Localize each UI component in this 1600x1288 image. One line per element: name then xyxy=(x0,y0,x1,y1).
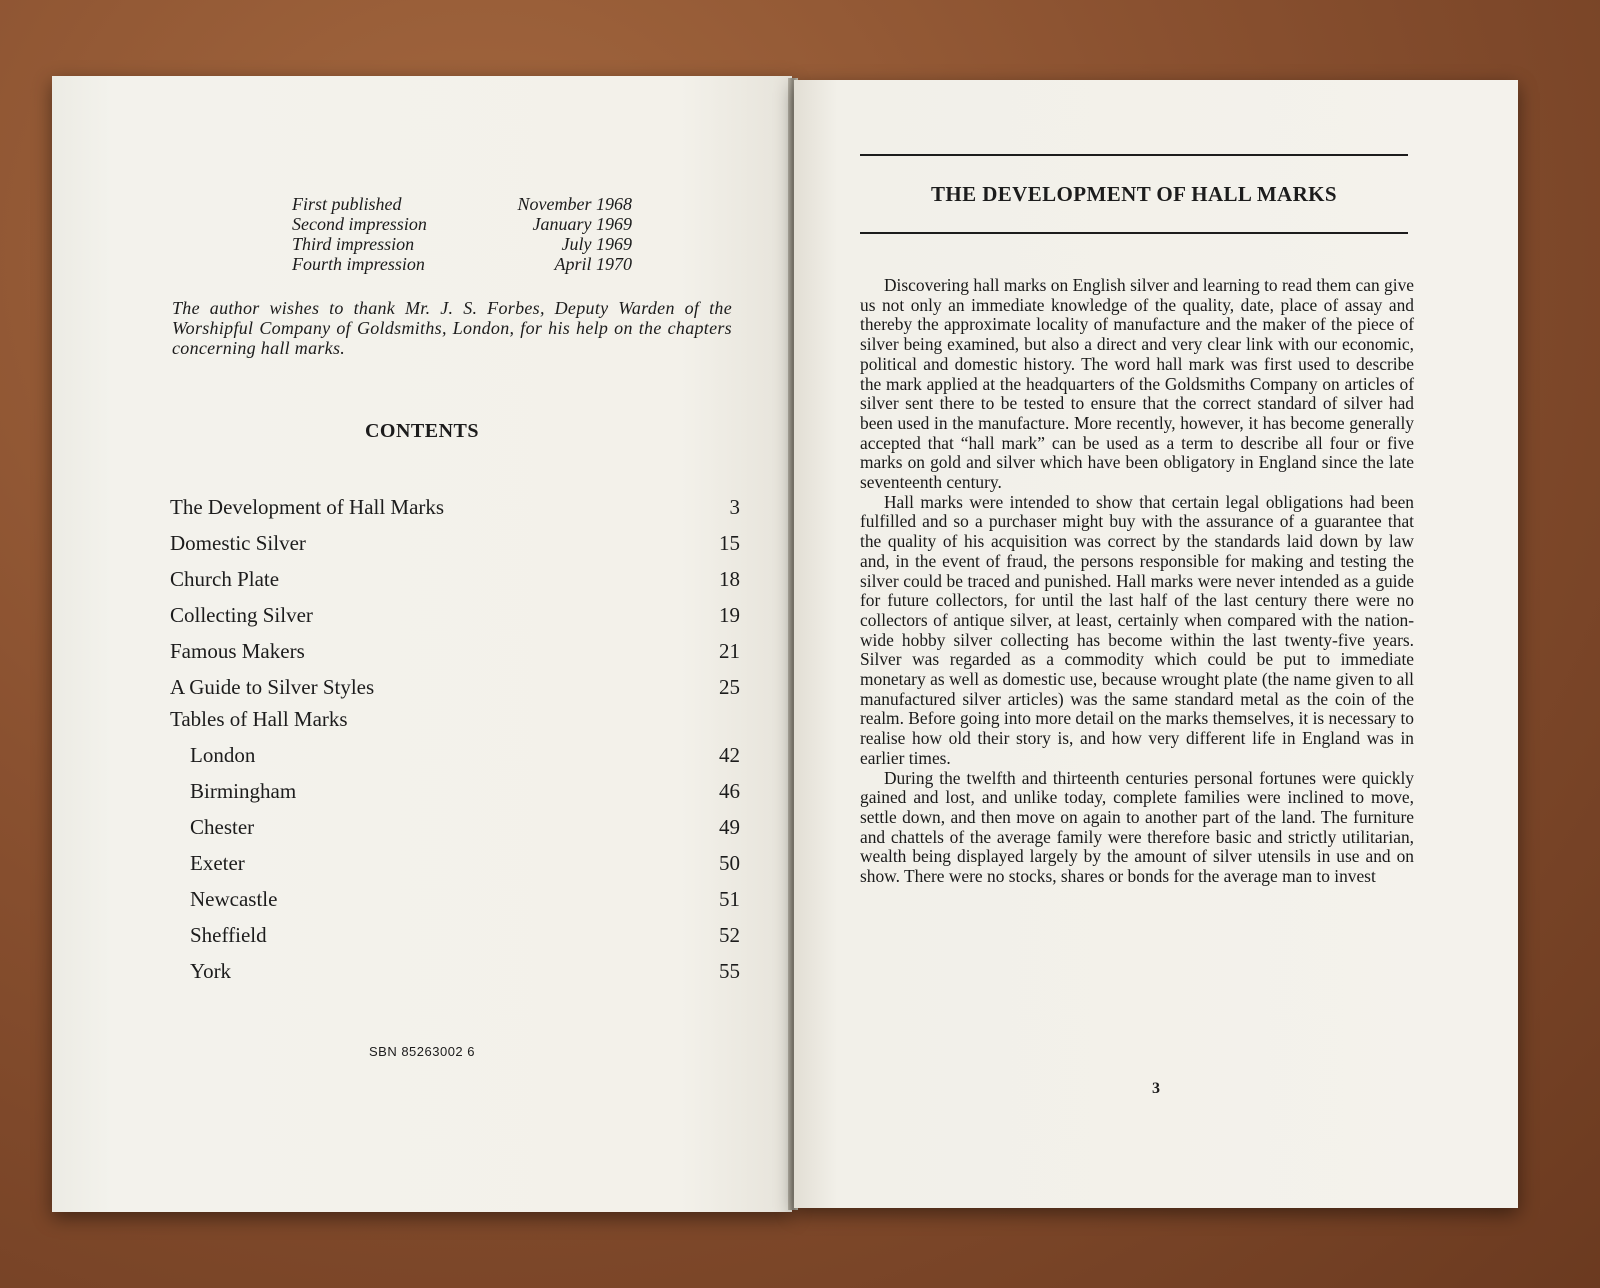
page-number: 3 xyxy=(1152,1080,1160,1097)
toc-title: York xyxy=(190,959,232,983)
toc-title: Chester xyxy=(190,815,255,839)
toc-title: Birmingham xyxy=(190,779,297,803)
toc-page-number: 50 xyxy=(719,851,740,875)
toc-page-number: 15 xyxy=(719,531,740,555)
toc-subentry xyxy=(170,840,740,876)
chapter-title: THE DEVELOPMENT OF HALL MARKS xyxy=(931,182,1337,206)
imprint-row xyxy=(292,194,632,214)
contents-heading: CONTENTS xyxy=(364,420,480,442)
toc-page-number: 3 xyxy=(729,495,740,519)
toc-entry xyxy=(170,520,740,556)
toc-title: The Development of Hall Marks xyxy=(170,495,445,519)
toc-page-number: 19 xyxy=(719,603,740,627)
toc-page-number: 25 xyxy=(719,675,740,699)
imprint-label: Third impression xyxy=(292,234,415,254)
toc-subentry xyxy=(170,768,740,804)
toc-subentry xyxy=(170,912,740,948)
sbn-number: SBN 85263002 6 xyxy=(368,1044,476,1059)
imprint-row xyxy=(292,214,632,234)
toc-title: London xyxy=(190,743,256,767)
toc-subentry xyxy=(170,876,740,912)
toc-entry xyxy=(170,628,740,664)
table-of-contents xyxy=(170,484,740,984)
toc-section-heading xyxy=(170,700,740,732)
toc-title: Sheffield xyxy=(190,923,267,947)
left-page xyxy=(52,76,792,1212)
toc-entry xyxy=(170,592,740,628)
toc-page-number: 42 xyxy=(719,743,740,767)
paragraph: Hall marks were intended to show that certain legal obligations had been fulfilled and so a purchaser might buy with the assurance of a guarantee that the quality of his acquisition was correct by the standards laid down by law and, in the event of fraud, the persons responsible for making and testing the silver could be traced and punished. Hall marks were never intended as a guide for future collectors, for until the last half of the last century there were no collectors of antique silver, at least, certainly when compared with the nation-wide hobby silver collecting has become within the last twenty-five years. Silver was regarded as a commodity which could be put to immediate monetary as well as domestic use, because wrought plate (the name given to all manufactured silver articles) was the same standard metal as the coin of the realm. Before going into more detail on the marks themselves, it is necessary to realise how old their story is, and how very different life in England was in earlier times. xyxy=(860,491,1414,768)
toc-subentry xyxy=(170,804,740,840)
toc-page-number: 52 xyxy=(719,923,740,947)
toc-title: Exeter xyxy=(190,851,245,875)
toc-page-number: 21 xyxy=(719,639,740,663)
imprint-history xyxy=(292,194,632,274)
toc-title: Famous Makers xyxy=(170,639,305,663)
toc-entry xyxy=(170,484,740,520)
toc-title: Collecting Silver xyxy=(170,603,313,627)
chapter-body xyxy=(860,276,1414,887)
imprint-label: First published xyxy=(292,194,402,214)
toc-page-number: 18 xyxy=(719,567,740,591)
paragraph: During the twelfth and thirteenth centuries personal fortunes were quickly gained and lost, and unlike today, complete families were inclined to move, settle down, and then move on again to another part of the land. The furniture and chattels of the average family were therefore basic and strictly utilitarian, wealth being displayed largely by the amount of silver utensils in use and on show. There were no stocks, shares or bonds for the average man to invest xyxy=(860,767,1414,887)
imprint-label: Second impression xyxy=(292,214,427,234)
toc-subentry xyxy=(170,948,740,984)
top-rule xyxy=(860,154,1408,156)
imprint-date: July 1969 xyxy=(561,234,632,254)
toc-title: Tables of Hall Marks xyxy=(170,707,348,731)
toc-title: A Guide to Silver Styles xyxy=(170,675,375,699)
toc-entry xyxy=(170,556,740,592)
imprint-date: November 1968 xyxy=(517,194,632,214)
bottom-rule xyxy=(860,232,1408,234)
acknowledgement: The author wishes to thank Mr. J. S. Forbes, Deputy Warden of the Worshipful Company of Goldsmiths, London, for his help on the chapters concerning hall marks. xyxy=(172,298,732,358)
toc-title: Church Plate xyxy=(170,567,280,591)
imprint-date: January 1969 xyxy=(532,214,632,234)
imprint-label: Fourth impression xyxy=(292,254,425,274)
imprint-row xyxy=(292,234,632,254)
right-page xyxy=(794,80,1518,1208)
toc-page-number: 46 xyxy=(719,779,740,803)
toc-title: Newcastle xyxy=(190,887,278,911)
toc-subentry xyxy=(170,732,740,768)
imprint-row xyxy=(292,254,632,274)
toc-entry xyxy=(170,664,740,700)
toc-page-number: 55 xyxy=(719,959,740,983)
toc-title: Domestic Silver xyxy=(170,531,306,555)
imprint-date: April 1970 xyxy=(554,254,632,274)
toc-page-number: 49 xyxy=(719,815,740,839)
paragraph: Discovering hall marks on English silver and learning to read them can give us not only an immediate knowledge of the quality, date, place of assay and thereby the approximate locality of manufacture and the maker of the piece of silver being examined, but also a direct and very clear link with our economic, political and domestic history. The word hall mark was first used to describe the mark applied at the headquarters of the Goldsmiths Company on articles of silver sent there to be tested to ensure that the correct standard of silver had been used in the manufacture. More recently, however, it has become generally accepted that “hall mark” can be used as a term to describe all four or five marks on gold and silver which have been obligatory in England since the late seventeenth century. xyxy=(860,275,1414,493)
toc-page-number: 51 xyxy=(719,887,740,911)
